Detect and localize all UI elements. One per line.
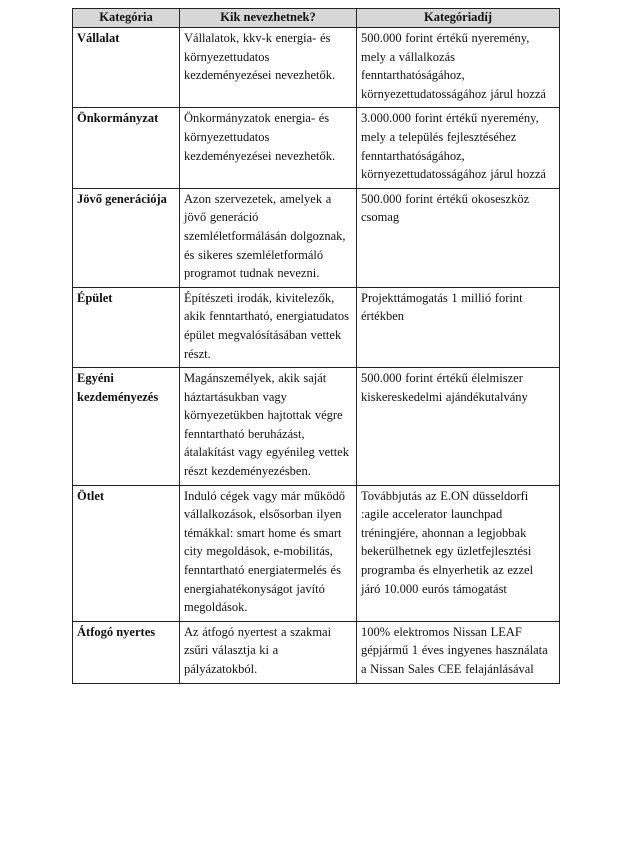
prize-cell: 3.000.000 forint értékű nyeremény, mely a település fejlesztéséhez fenntarthatóságához, környezettudatosságához járul hozzá (357, 108, 560, 188)
table-row (73, 621, 560, 683)
header-prize: Kategóriadíj (357, 9, 560, 28)
table-row (73, 28, 560, 108)
table-row (73, 188, 560, 287)
category-cell: Vállalat (73, 28, 180, 108)
prize-cell: 100% elektromos Nissan LEAF gépjármű 1 éves ingyenes használata a Nissan Sales CEE felajánlásával (357, 621, 560, 683)
eligible-cell: Önkormányzatok energia- és környezettudatos kezdeményezései nevezhetők. (180, 108, 357, 188)
prize-cell: 500.000 forint értékű élelmiszer kiskereskedelmi ajándékutalvány (357, 368, 560, 486)
prize-cell: Továbbjutás az E.ON düsseldorfi :agile accelerator launchpad tréningjére, ahonnan a legjobbak bekerülhetnek egy üzletfejlesztési programba és elnyerhetik az ezzel járó 10.000 eurós támogatást (357, 485, 560, 621)
category-cell: Jövő generációja (73, 188, 180, 287)
table-row (73, 108, 560, 188)
category-cell: Ötlet (73, 485, 180, 621)
prize-cell: 500.000 forint értékű okoseszköz csomag (357, 188, 560, 287)
category-cell: Épület (73, 287, 180, 367)
prize-cell: Projekttámogatás 1 millió forint értékben (357, 287, 560, 367)
category-cell: Egyéni kezdeményezés (73, 368, 180, 486)
eligible-cell: Azon szervezetek, amelyek a jövő generáció szemléletformálásán dolgoznak, és sikeres szemléletformáló programot tudnak nevezni. (180, 188, 357, 287)
table-row (73, 485, 560, 621)
eligible-cell: Az átfogó nyertest a szakmai zsűri választja ki a pályázatokból. (180, 621, 357, 683)
table-header-row (73, 9, 560, 28)
eligible-cell: Magánszemélyek, akik saját háztartásukban vagy környezetükben hajtottak végre fenntartható beruházást, átalakítást vagy egyénileg vettek részt kezdeményezésben. (180, 368, 357, 486)
prize-cell: 500.000 forint értékű nyeremény, mely a vállalkozás fenntarthatóságához, környezettudatosságához járul hozzá (357, 28, 560, 108)
header-eligible: Kik nevezhetnek? (180, 9, 357, 28)
table-row (73, 368, 560, 486)
prize-categories-table (72, 8, 560, 684)
eligible-cell: Építészeti irodák, kivitelezők, akik fenntartható, energiatudatos épület megvalósításában vettek részt. (180, 287, 357, 367)
category-cell: Önkormányzat (73, 108, 180, 188)
category-cell: Átfogó nyertes (73, 621, 180, 683)
header-category: Kategória (73, 9, 180, 28)
eligible-cell: Induló cégek vagy már működő vállalkozások, elsősorban ilyen témákkal: smart home és smart city megoldások, e-mobilitás, fenntartható energiatermelés és energiahatékonyságot javító megoldások. (180, 485, 357, 621)
eligible-cell: Vállalatok, kkv-k energia- és környezettudatos kezdeményezései nevezhetők. (180, 28, 357, 108)
table-row (73, 287, 560, 367)
